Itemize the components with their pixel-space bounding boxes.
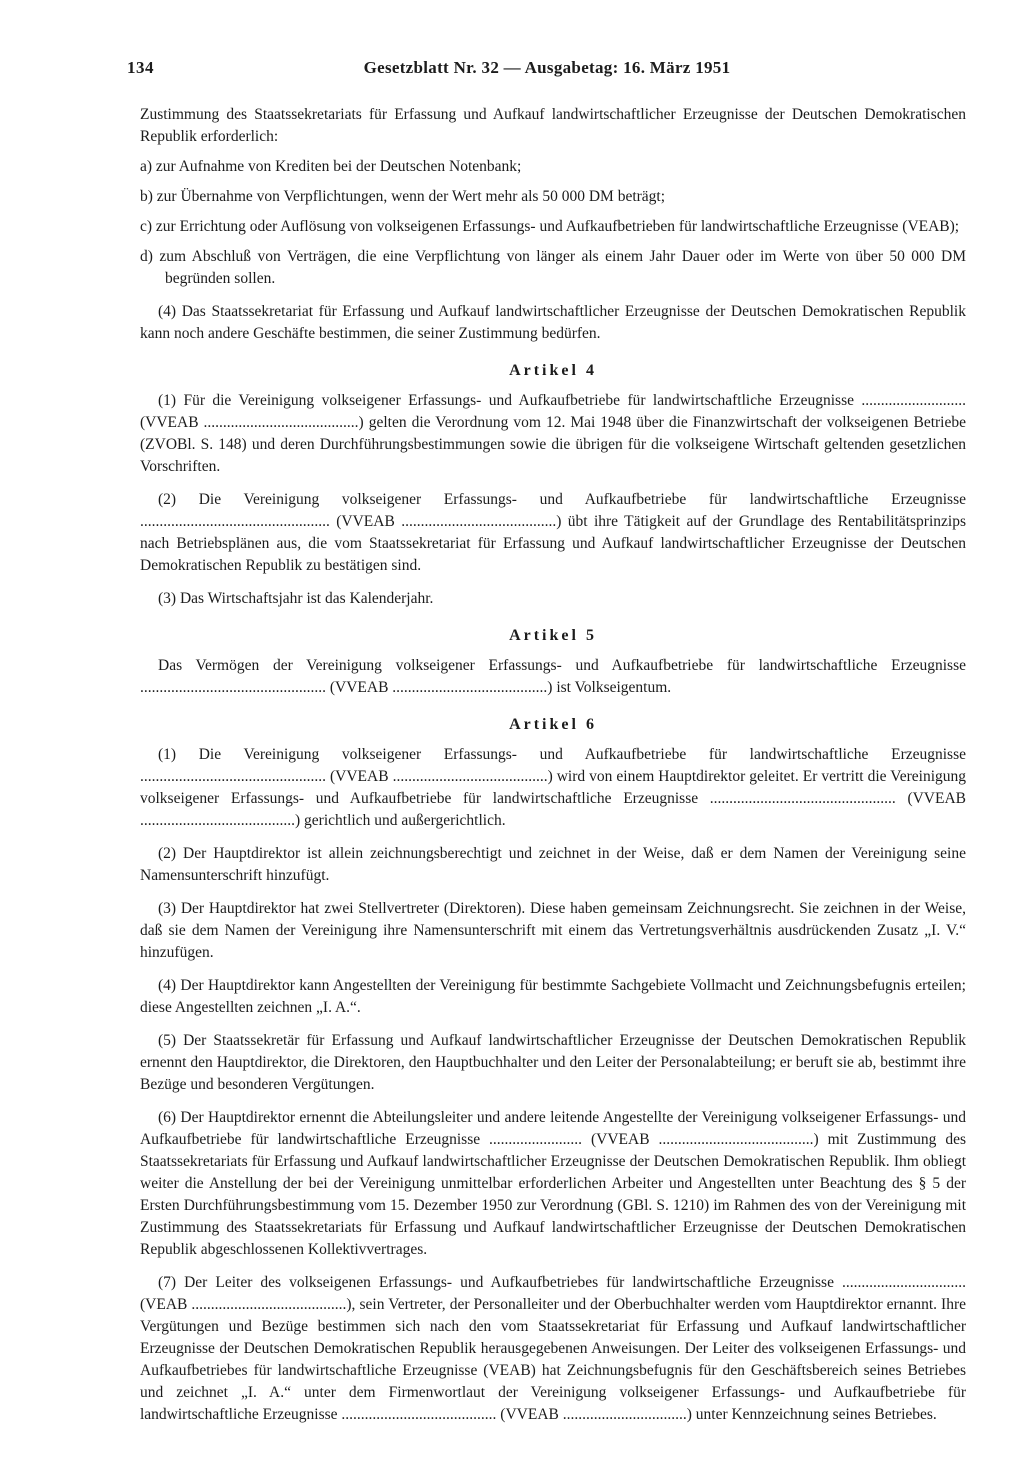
list-item-c: c) zur Errichtung oder Auflösung von volkseigenen Erfassungs- und Aufkaufbetrieben für landwirtschaftliche Erzeugnisse (VEAB); bbox=[140, 218, 960, 235]
paragraph-4-2: (2) Die Vereinigung volkseigener Erfassungs- und Aufkaufbetriebe für landwirtschaftliche Erzeugnisse ................................................. (VVEAB ........................................) übt ihre Tätigkeit auf der Grundlage des Rentabilitätsprinzips nach Betriebsplänen aus, die vom Staatssekretariat für Erfassung und Aufkauf landwirtschaftlicher Erzeugnisse der Deutschen Demokratischen Republik zu bestätigen sind. bbox=[140, 491, 966, 574]
page-number: 134 bbox=[127, 58, 154, 77]
paragraph-6-1: (1) Die Vereinigung volkseigener Erfassungs- und Aufkaufbetriebe für landwirtschaftliche Erzeugnisse ................................................ (VVEAB ........................................) wird von einem Hauptdirektor geleitet. Er vertritt die Vereinigung volkseigener Erfassungs- und Aufkaufbetriebe für landwirtschaftliche Erzeugnisse ................................................ (VVEAB ........................................) gerichtlich und außergerichtlich. bbox=[140, 746, 966, 829]
list-item-d: d) zum Abschluß von Verträgen, die eine Verpflichtung von länger als einem Jahr Dauer oder im Werte von über 50 000 DM begründen sollen. bbox=[140, 248, 966, 287]
running-title: Gesetzblatt Nr. 32 — Ausgabetag: 16. März 1951 bbox=[363, 58, 731, 77]
list-item-a: a) zur Aufnahme von Krediten bei der Deutschen Notenbank; bbox=[140, 158, 522, 175]
document-body bbox=[140, 104, 966, 1426]
paragraph-6-2: (2) Der Hauptdirektor ist allein zeichnungsberechtigt und zeichnet in der Weise, daß er dem Namen der Vereinigung seine Namensunterschrift hinzufügt. bbox=[140, 845, 966, 884]
paragraph-4-3: (3) Das Wirtschaftsjahr ist das Kalenderjahr. bbox=[158, 590, 434, 607]
paragraph-6-4: (4) Der Hauptdirektor kann Angestellten der Vereinigung für bestimmte Sachgebiete Vollmacht und Zeichnungsbefugnis erteilen; diese Angestellten zeichnen „I. A.“. bbox=[140, 977, 966, 1016]
heading-artikel-6: Artikel 6 bbox=[509, 716, 597, 733]
heading-artikel-4: Artikel 4 bbox=[509, 362, 597, 379]
paragraph-4-1: (1) Für die Vereinigung volkseigener Erfassungs- und Aufkaufbetriebe für landwirtschaftliche Erzeugnisse ........................... (VVEAB ........................................) gelten die Verordnung vom 12. Mai 1948 über die Finanzwirtschaft der volkseigenen Betriebe (ZVOBl. S. 148) und deren Durchführungsbestimmungen sowie die übrigen für die volkseigene Wirtschaft geltenden gesetzlichen Vorschriften. bbox=[140, 392, 966, 475]
paragraph-6-3: (3) Der Hauptdirektor hat zwei Stellvertreter (Direktoren). Diese haben gemeinsam Zeichnungsrecht. Sie zeichnen in der Weise, daß sie dem Namen der Vereinigung ihre Namensunterschrift mit einem das Vertretungsverhältnis ausdrückenden Zusatz „I. V.“ hinzufügen. bbox=[140, 900, 966, 961]
paragraph-6-7: (7) Der Leiter des volkseigenen Erfassungs- und Aufkaufbetriebes für landwirtschaftliche Erzeugnisse ................................ (VEAB ........................................), sein Vertreter, der Personalleiter und der Oberbuchhalter werden vom Hauptdirektor ernannt. Ihre Vergütungen und Bezüge bestimmen sich nach den vom Staatssekretariat für Erfassung und Aufkauf landwirtschaftlicher Erzeugnisse der Deutschen Demokratischen Republik herausgegebenen Anweisungen. Der Leiter des volkseigenen Erfassungs- und Aufkaufbetriebes für landwirtschaftliche Erzeugnisse (VEAB) hat Zeichnungsbefugnis für den Geschäftsbereich seines Betriebes und zeichnet „I. A.“ unter dem Firmenwortlaut der Vereinigung volkseigener Erfassungs- und Aufkaufbetriebe für landwirtschaftliche Erzeugnisse ........................................ (VVEAB ................................) unter Kennzeichnung seines Betriebes. bbox=[140, 1274, 966, 1423]
paragraph-3-4: (4) Das Staatssekretariat für Erfassung und Aufkauf landwirtschaftlicher Erzeugnisse der Deutschen Demokratischen Republik kann noch andere Geschäfte bestimmen, die seiner Zustimmung bedürfen. bbox=[140, 303, 966, 342]
page-header bbox=[127, 58, 967, 82]
paragraph-5-1: Das Vermögen der Vereinigung volkseigener Erfassungs- und Aufkaufbetriebe für landwirtschaftliche Erzeugnisse ................................................ (VVEAB ........................................) ist Volkseigentum. bbox=[140, 657, 966, 696]
section-intro: Zustimmung des Staatssekretariats für Erfassung und Aufkauf landwirtschaftlicher Erzeugnisse der Deutschen Demokratischen Republik erforderlich: bbox=[140, 106, 966, 145]
list-item-b: b) zur Übernahme von Verpflichtungen, wenn der Wert mehr als 50 000 DM beträgt; bbox=[140, 188, 666, 205]
paragraph-6-5: (5) Der Staatssekretär für Erfassung und Aufkauf landwirtschaftlicher Erzeugnisse der Deutschen Demokratischen Republik ernennt den Hauptdirektor, die Direktoren, den Hauptbuchhalter und den Leiter der Personalabteilung; er beruft sie ab, bestimmt ihre Bezüge und besonderen Vergütungen. bbox=[140, 1032, 966, 1093]
heading-artikel-5: Artikel 5 bbox=[509, 627, 597, 644]
paragraph-6-6: (6) Der Hauptdirektor ernennt die Abteilungsleiter und andere leitende Angestellte der Vereinigung volkseigener Erfassungs- und Aufkaufbetriebe für landwirtschaftliche Erzeugnisse ........................ (VVEAB ........................................) mit Zustimmung des Staatssekretariats für Erfassung und Aufkauf landwirtschaftlicher Erzeugnisse der Deutschen Demokratischen Republik. Ihm obliegt weiter die Anstellung der bei der Vereinigung unmittelbar erforderlichen Arbeiter und Angestellten unter Beachtung des § 5 der Ersten Durchführungsbestimmung vom 15. Dezember 1950 zur Verordnung (GBl. S. 1210) im Rahmen des von der Vereinigung mit Zustimmung des Staatssekretariats für Erfassung und Aufkauf landwirtschaftlicher Erzeugnisse der Deutschen Demokratischen Republik abgeschlossenen Kollektivvertrages. bbox=[140, 1109, 966, 1258]
